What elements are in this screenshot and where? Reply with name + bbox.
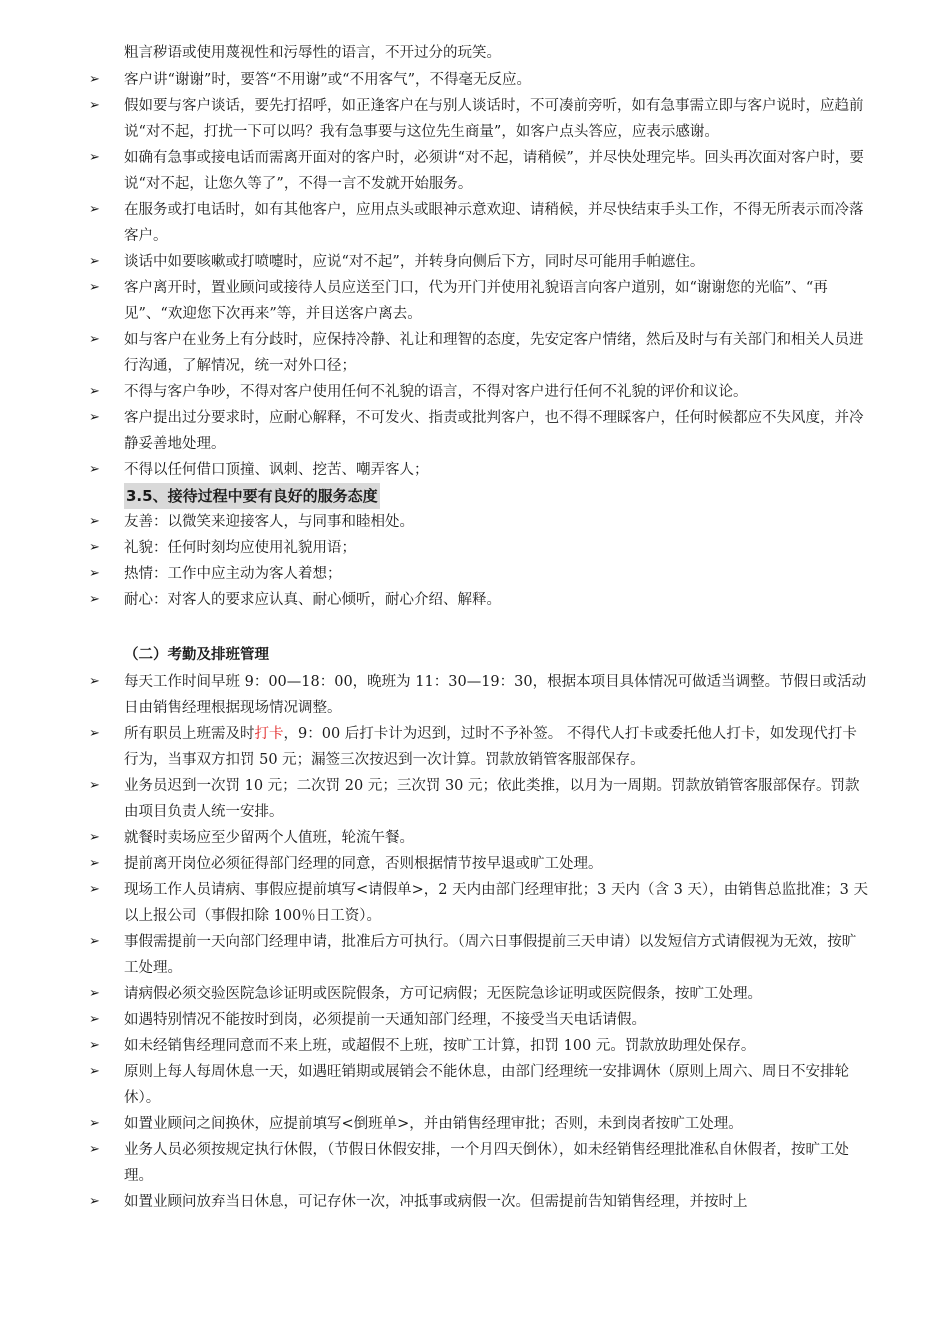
courtesy-rules-list: [0, 67, 950, 483]
bullet-arrow-icon: ➢: [89, 856, 100, 871]
list-item-text: 客户离开时，置业顾问或接待人员应送至门口，代为开门并使用礼貌语言向客户道别，如“谢谢您的光临”、“再见”、“欢迎您下次再来”等，并目送客户离去。: [124, 280, 828, 322]
bullet-arrow-icon: ➢: [89, 934, 100, 949]
bullet-arrow-icon: ➢: [89, 72, 100, 87]
bullet-arrow-icon: ➢: [89, 1116, 100, 1131]
bullet-arrow-icon: ➢: [89, 726, 100, 741]
list-item: [0, 669, 870, 721]
list-item-text: 所有职员上班需及时: [124, 726, 255, 742]
list-item: [0, 275, 870, 327]
bullet-arrow-icon: ➢: [89, 410, 100, 425]
list-item: [0, 825, 870, 851]
list-item: [0, 877, 870, 929]
list-item: [0, 67, 870, 93]
list-item-text: 谈话中如要咳嗽或打喷嚏时，应说“对不起”，并转身向侧后下方，同时尽可能用手帕遮住。: [124, 254, 705, 270]
list-item: [0, 145, 870, 197]
list-item: [0, 379, 870, 405]
list-item: [0, 1137, 870, 1189]
bullet-arrow-icon: ➢: [89, 462, 100, 477]
list-item: [0, 509, 870, 535]
bullet-arrow-icon: ➢: [89, 1038, 100, 1053]
list-item-text: 如遇特别情况不能按时到岗，必须提前一天通知部门经理，不接受当天电话请假。: [124, 1012, 646, 1028]
list-item-text: 热情：工作中应主动为客人着想；: [124, 566, 342, 582]
bullet-arrow-icon: ➢: [89, 986, 100, 1001]
list-item-text: 客户提出过分要求时，应耐心解释，不可发火、指责或批判客户，也不得不理睬客户，任何时候都应不失风度，并冷静妥善地处理。: [124, 410, 864, 452]
bullet-arrow-icon: ➢: [89, 254, 100, 269]
list-item: [0, 1059, 870, 1111]
bullet-arrow-icon: ➢: [89, 202, 100, 217]
bullet-arrow-icon: ➢: [89, 150, 100, 165]
bullet-arrow-icon: ➢: [89, 332, 100, 347]
list-item-text: 原则上每人每周休息一天，如遇旺销期或展销会不能休息，由部门经理统一安排调休（原则上周六、周日不安排轮休）。: [124, 1064, 849, 1106]
list-item: [0, 587, 870, 613]
list-item: [0, 981, 870, 1007]
list-item: [0, 93, 870, 145]
bullet-arrow-icon: ➢: [89, 1194, 100, 1209]
bullet-arrow-icon: ➢: [89, 882, 100, 897]
paragraph-continuation: 粗言秽语或使用蔑视性和污辱性的语言，不开过分的玩笑。: [124, 45, 501, 61]
list-item: [0, 721, 870, 773]
list-item: [0, 405, 870, 457]
list-item-text: 友善：以微笑来迎接客人，与同事和睦相处。: [124, 514, 414, 530]
paragraph-spacer: [0, 613, 950, 641]
list-item: [0, 535, 870, 561]
list-item-text: ，9：00 后打卡计为迟到，过时不予补签。 不得代人打卡或委托他人打卡，如发现代打卡行为，当事双方扣罚 50 元；漏签三次按迟到一次计算。罚款放销管客服部保存。: [124, 726, 857, 768]
bullet-arrow-icon: ➢: [89, 592, 100, 607]
bullet-arrow-icon: ➢: [89, 98, 100, 113]
list-item-text: 请病假必须交验医院急诊证明或医院假条，方可记病假；无医院急诊证明或医院假条，按旷工处理。: [124, 986, 762, 1002]
list-item-text: 如置业顾问之间换休，应提前填写<倒班单>，并由销售经理审批；否则，未到岗者按旷工处理。: [124, 1116, 743, 1132]
list-item-text: 提前离开岗位必须征得部门经理的同意，否则根据情节按早退或旷工处理。: [124, 856, 603, 872]
bullet-arrow-icon: ➢: [89, 566, 100, 581]
list-item: [0, 773, 870, 825]
list-item-text: 在服务或打电话时，如有其他客户，应用点头或眼神示意欢迎、请稍候，并尽快结束手头工作，不得无所表示而冷落客户。: [124, 202, 864, 244]
subsection-heading: （二）考勤及排班管理: [124, 647, 269, 663]
list-item: [0, 1033, 870, 1059]
list-item: [0, 929, 870, 981]
list-item: [0, 1007, 870, 1033]
section-heading: 3.5、接待过程中要有良好的服务态度: [124, 483, 380, 509]
bullet-arrow-icon: ➢: [89, 514, 100, 529]
highlighted-term: 打卡: [254, 726, 284, 742]
bullet-arrow-icon: ➢: [89, 1142, 100, 1157]
bullet-arrow-icon: ➢: [89, 674, 100, 689]
list-item-text: 如置业顾问放弃当日休息，可记存休一次，冲抵事或病假一次。但需提前告知销售经理，并按时上: [124, 1194, 748, 1210]
bullet-arrow-icon: ➢: [89, 1012, 100, 1027]
list-item-text: 礼貌：任何时刻均应使用礼貌用语；: [124, 540, 356, 556]
list-item-text: 每天工作时间早班 9：00—18：00，晚班为 11：30—19：30，根据本项目具体情况可做适当调整。节假日或活动日由销售经理根据现场情况调整。: [124, 674, 867, 716]
list-item-text: 假如要与客户谈话，要先打招呼，如正逢客户在与别人谈话时，不可凑前旁听，如有急事需立即与客户说时，应趋前说“对不起，打扰一下可以吗？我有急事要与这位先生商量”，如客户点头答应，应表示感谢。: [124, 98, 864, 140]
list-item-text: 事假需提前一天向部门经理申请，批准后方可执行。（周六日事假提前三天申请）以发短信方式请假视为无效，按旷工处理。: [124, 934, 857, 976]
list-item: [0, 327, 870, 379]
attendance-rules-list: [0, 669, 950, 1215]
list-item-text: 耐心：对客人的要求应认真、耐心倾听，耐心介绍、解释。: [124, 592, 501, 608]
list-item-text: 就餐时卖场应至少留两个人值班，轮流午餐。: [124, 830, 414, 846]
bullet-arrow-icon: ➢: [89, 540, 100, 555]
list-item: [0, 249, 870, 275]
bullet-arrow-icon: ➢: [89, 830, 100, 845]
list-item-text: 不得以任何借口顶撞、讽刺、挖苦、嘲弄客人；: [124, 462, 429, 478]
service-attitude-list: [0, 509, 950, 613]
list-item: [0, 1189, 870, 1215]
list-item-text: 如确有急事或接电话而需离开面对的客户时，必须讲“对不起，请稍候”，并尽快处理完毕。回头再次面对客户时，要说“对不起，让您久等了”，不得一言不发就开始服务。: [124, 150, 864, 192]
list-item-text: 业务员迟到一次罚 10 元；二次罚 20 元；三次罚 30 元；依此类推，以月为一周期。罚款放销管客服部保存。罚款由项目负责人统一安排。: [124, 778, 860, 820]
list-item-text: 业务人员必须按规定执行休假，（节假日休假安排，一个月四天倒休），如未经销售经理批准私自休假者，按旷工处理。: [124, 1142, 849, 1184]
bullet-arrow-icon: ➢: [89, 1064, 100, 1079]
bullet-arrow-icon: ➢: [89, 280, 100, 295]
list-item: [0, 851, 870, 877]
list-item-text: 不得与客户争吵，不得对客户使用任何不礼貌的语言，不得对客户进行任何不礼貌的评价和议论。: [124, 384, 748, 400]
list-item: [0, 457, 870, 483]
list-item-text: 如未经销售经理同意而不来上班，或超假不上班，按旷工计算，扣罚 100 元。罚款放助理处保存。: [124, 1038, 756, 1054]
list-item-text: 现场工作人员请病、事假应提前填写<请假单>，2 天内由部门经理审批；3 天内（含 3 天），由销售总监批准；3 天以上报公司（事假扣除 100％日工资）。: [124, 882, 868, 924]
bullet-arrow-icon: ➢: [89, 384, 100, 399]
bullet-arrow-icon: ➢: [89, 778, 100, 793]
list-item: [0, 197, 870, 249]
list-item-text: 如与客户在业务上有分歧时，应保持冷静、礼让和理智的态度，先安定客户情绪，然后及时与有关部门和相关人员进行沟通，了解情况，统一对外口径；: [124, 332, 864, 374]
list-item: [0, 561, 870, 587]
list-item-text: 客户讲“谢谢”时，要答“不用谢”或“不用客气”，不得毫无反应。: [124, 72, 531, 88]
document-body: [0, 67, 950, 1215]
list-item: [0, 1111, 870, 1137]
